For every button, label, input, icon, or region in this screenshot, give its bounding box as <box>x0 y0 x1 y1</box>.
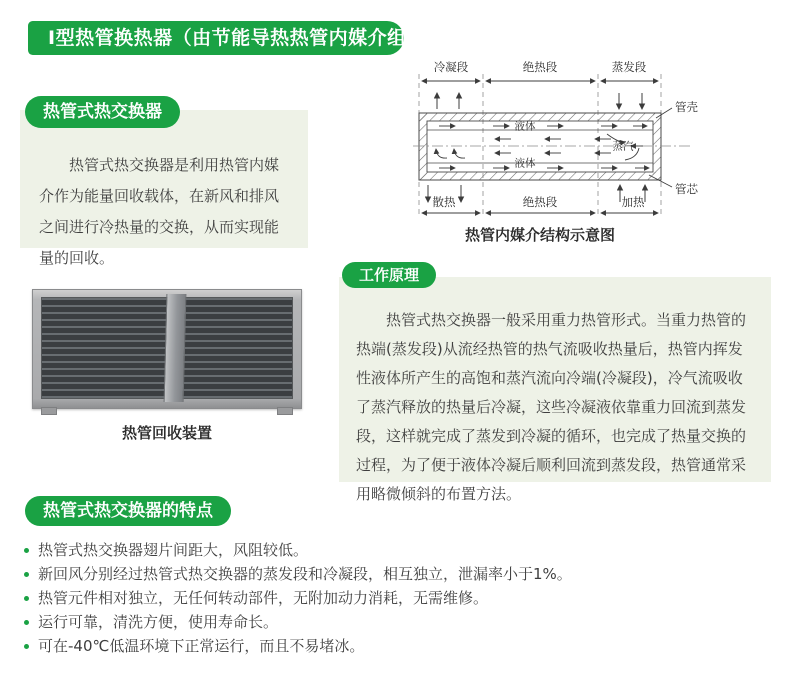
label-liquid-top: 液体 <box>514 120 536 133</box>
label-liquid-bottom: 液体 <box>514 157 536 170</box>
label-shell: 管壳 <box>675 100 698 114</box>
heat-arrows-top <box>437 93 642 109</box>
features-badge-label: 热管式热交换器的特点 <box>43 501 213 521</box>
label-vapor: 蒸汽 <box>612 140 634 153</box>
heat-pipe-diagram <box>395 56 800 244</box>
features-section-badge <box>25 496 231 526</box>
label-heat-out: 散热 <box>432 195 456 209</box>
page-title-banner <box>28 21 446 55</box>
intro-section-badge <box>25 96 180 128</box>
label-heat-in: 加热 <box>621 195 645 209</box>
diagram-caption: 热管内媒介结构示意图 <box>464 226 615 244</box>
photo-center-bar <box>163 294 186 402</box>
label-condense-section: 冷凝段 <box>433 60 469 74</box>
feature-item: 可在-40℃低温环境下正常运行，而且不易堵冰。 <box>22 634 762 658</box>
label-wick: 管芯 <box>675 182 698 196</box>
photo-fins <box>41 297 293 399</box>
intro-badge-label: 热管式热交换器 <box>43 102 162 122</box>
principle-paragraph: 热管式热交换器一般采用重力热管形式。当重力热管的热端(蒸发段)从流经热管的热气流吸收热量后，热管内挥发性液体所产生的高饱和蒸汽流向冷端(冷凝段)，冷气流吸收了蒸汽释放的热量后冷凝，这些冷凝液依靠重力回流到蒸发段，这样就完成了蒸发到冷凝的循环，也完成了热量交换的过程，为了便于液体冷凝后顺利回流到蒸发段，热管通常采用略微倾斜的布置方法。 <box>356 311 747 503</box>
heat-recovery-device-photo <box>32 289 302 409</box>
photo-foot-left <box>41 407 57 415</box>
feature-item: 运行可靠，清洗方便，使用寿命长。 <box>22 610 762 634</box>
photo-caption: 热管回收装置 <box>121 424 212 442</box>
intro-paragraph: 热管式热交换器是利用热管内媒介作为能量回收载体，在新风和排风之间进行冷热量的交换，从而实现能量的回收。 <box>39 156 280 267</box>
label-adiabatic-section-top: 绝热段 <box>522 60 558 74</box>
feature-item: 新回风分别经过热管式热交换器的蒸发段和冷凝段，相互独立，泄漏率小于1%。 <box>22 562 762 586</box>
label-evaporate-section: 蒸发段 <box>611 60 647 74</box>
principle-badge-label: 工作原理 <box>359 266 420 284</box>
label-adiabatic-section-bottom: 绝热段 <box>522 195 558 209</box>
feature-item: 热管元件相对独立，无任何转动部件，无附加动力消耗，无需维修。 <box>22 586 762 610</box>
principle-panel <box>339 277 771 503</box>
intro-panel <box>20 110 308 267</box>
page-title: Ⅰ型热管换热器（由节能导热热管内媒介组成） <box>48 27 446 49</box>
feature-item: 热管式热交换器翅片间距大，风阻较低。 <box>22 538 762 562</box>
photo-foot-right <box>277 407 293 415</box>
principle-section-badge <box>342 262 436 288</box>
features-list <box>22 538 762 658</box>
